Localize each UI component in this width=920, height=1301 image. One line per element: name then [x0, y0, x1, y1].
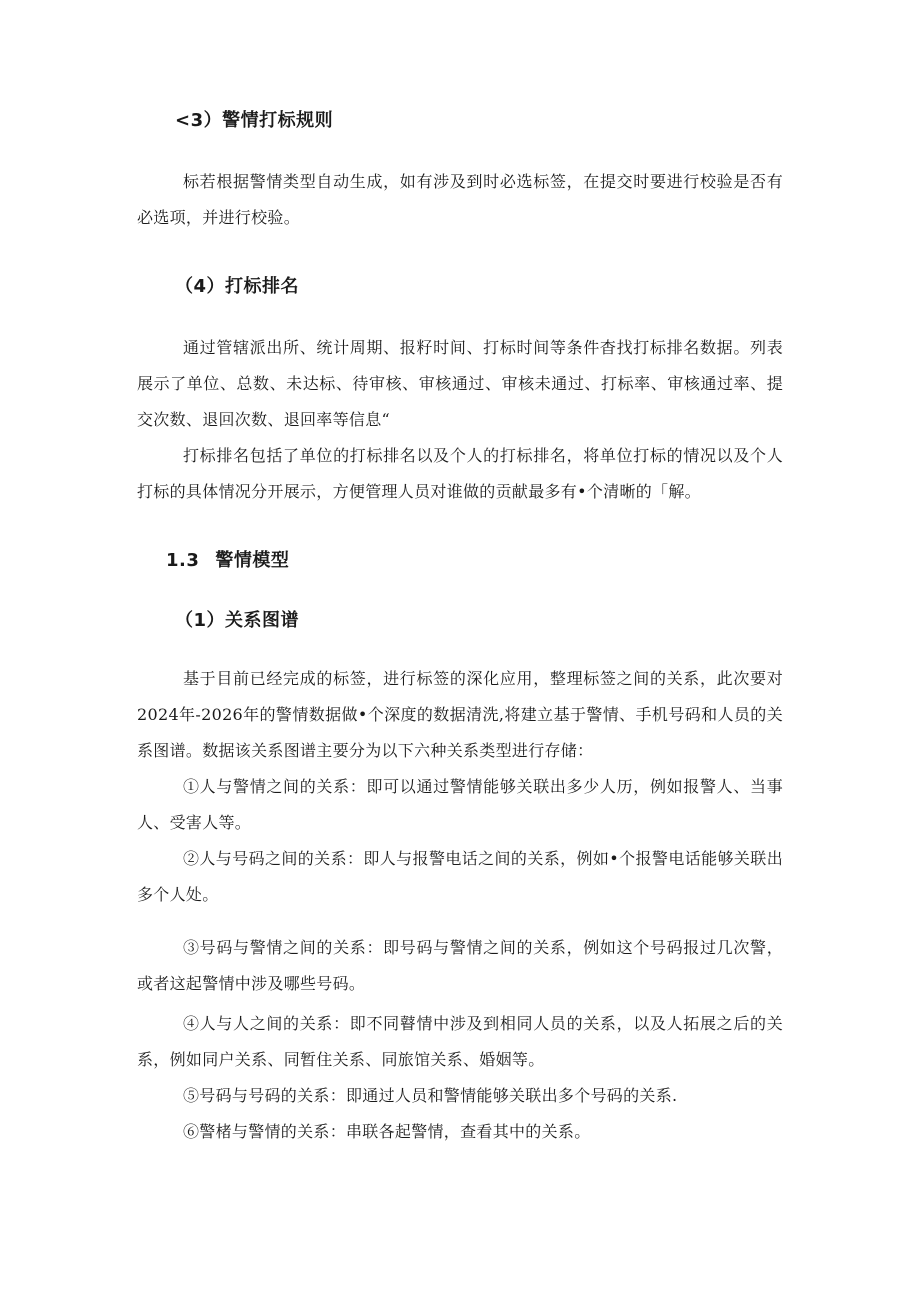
- list-item-relation-3: ③号码与警情之间的关系：即号码与警情之间的关系，例如这个号码报过几次警，或者这起警情中涉及哪些号码。: [137, 938, 783, 993]
- list-item-relation-2: ②人与号码之间的关系：即人与报警电话之间的关系，例如•个报警电话能够关联出多个人处。: [137, 849, 783, 904]
- paragraph-ranking-search: 通过管辖派出所、统计周期、报籽时间、打标时间等条件杳找打标排名数据。列表展示了单位、总数、未达标、待审核、审核通过、审核未通过、打标率、审核通过率、提交次数、退回次数、退回率等信息“: [137, 338, 783, 429]
- list-item-relation-6: ⑥警楮与警情的关系：串联各起警情，查看其中的关系。: [183, 1122, 591, 1141]
- paragraph-ranking-description: 打标排名包括了单位的打标排名以及个人的打标排名，将单位打标的情况以及个人打标的具体情况分开展示，方便管理人员对谁做的贡献最多有•个清晰的「解。: [137, 446, 783, 501]
- heading-tagging-ranking: （4）打标排名: [175, 276, 300, 297]
- section-title: 警情模型: [215, 550, 290, 571]
- paragraph-graph-intro: 基于目前已经完成的标签，进行标签的深化应用，整理标签之间的关系，此次要对2024年-2026年的警情数据做•个深度的数据清洗,将建立基于警情、手机号码和人员的关系图谱。数据该关系图谱主要分为以下六种关系类型进行存储：: [137, 669, 783, 760]
- list-item-relation-5: ⑤号码与号码的关系：即通过人员和警情能够关联出多个号码的关系.: [183, 1086, 678, 1105]
- section-number: 1.3: [166, 550, 200, 571]
- section-heading-alert-model: [166, 546, 289, 572]
- paragraph-tagging-rules: 标若根据警情类型自动生成，如有涉及到时必选标签，在提交时要进行校验是否有必选项，并进行校验。: [137, 172, 783, 227]
- list-item-relation-4: ④人与人之间的关系：即不同瞽情中涉及到相同人员的关系，以及人拓展之后的关系，例如同户关系、同暂住关系、同旅馆关系、婚姻等。: [137, 1014, 783, 1069]
- heading-relationship-graph: （1）关系图谱: [175, 610, 300, 631]
- list-item-relation-1: ①人与警情之间的关系：即可以通过警情能够关联出多少人历，例如报警人、当事人、受害人等。: [137, 777, 783, 832]
- heading-tagging-rules: <3）警情打标规则: [175, 110, 334, 131]
